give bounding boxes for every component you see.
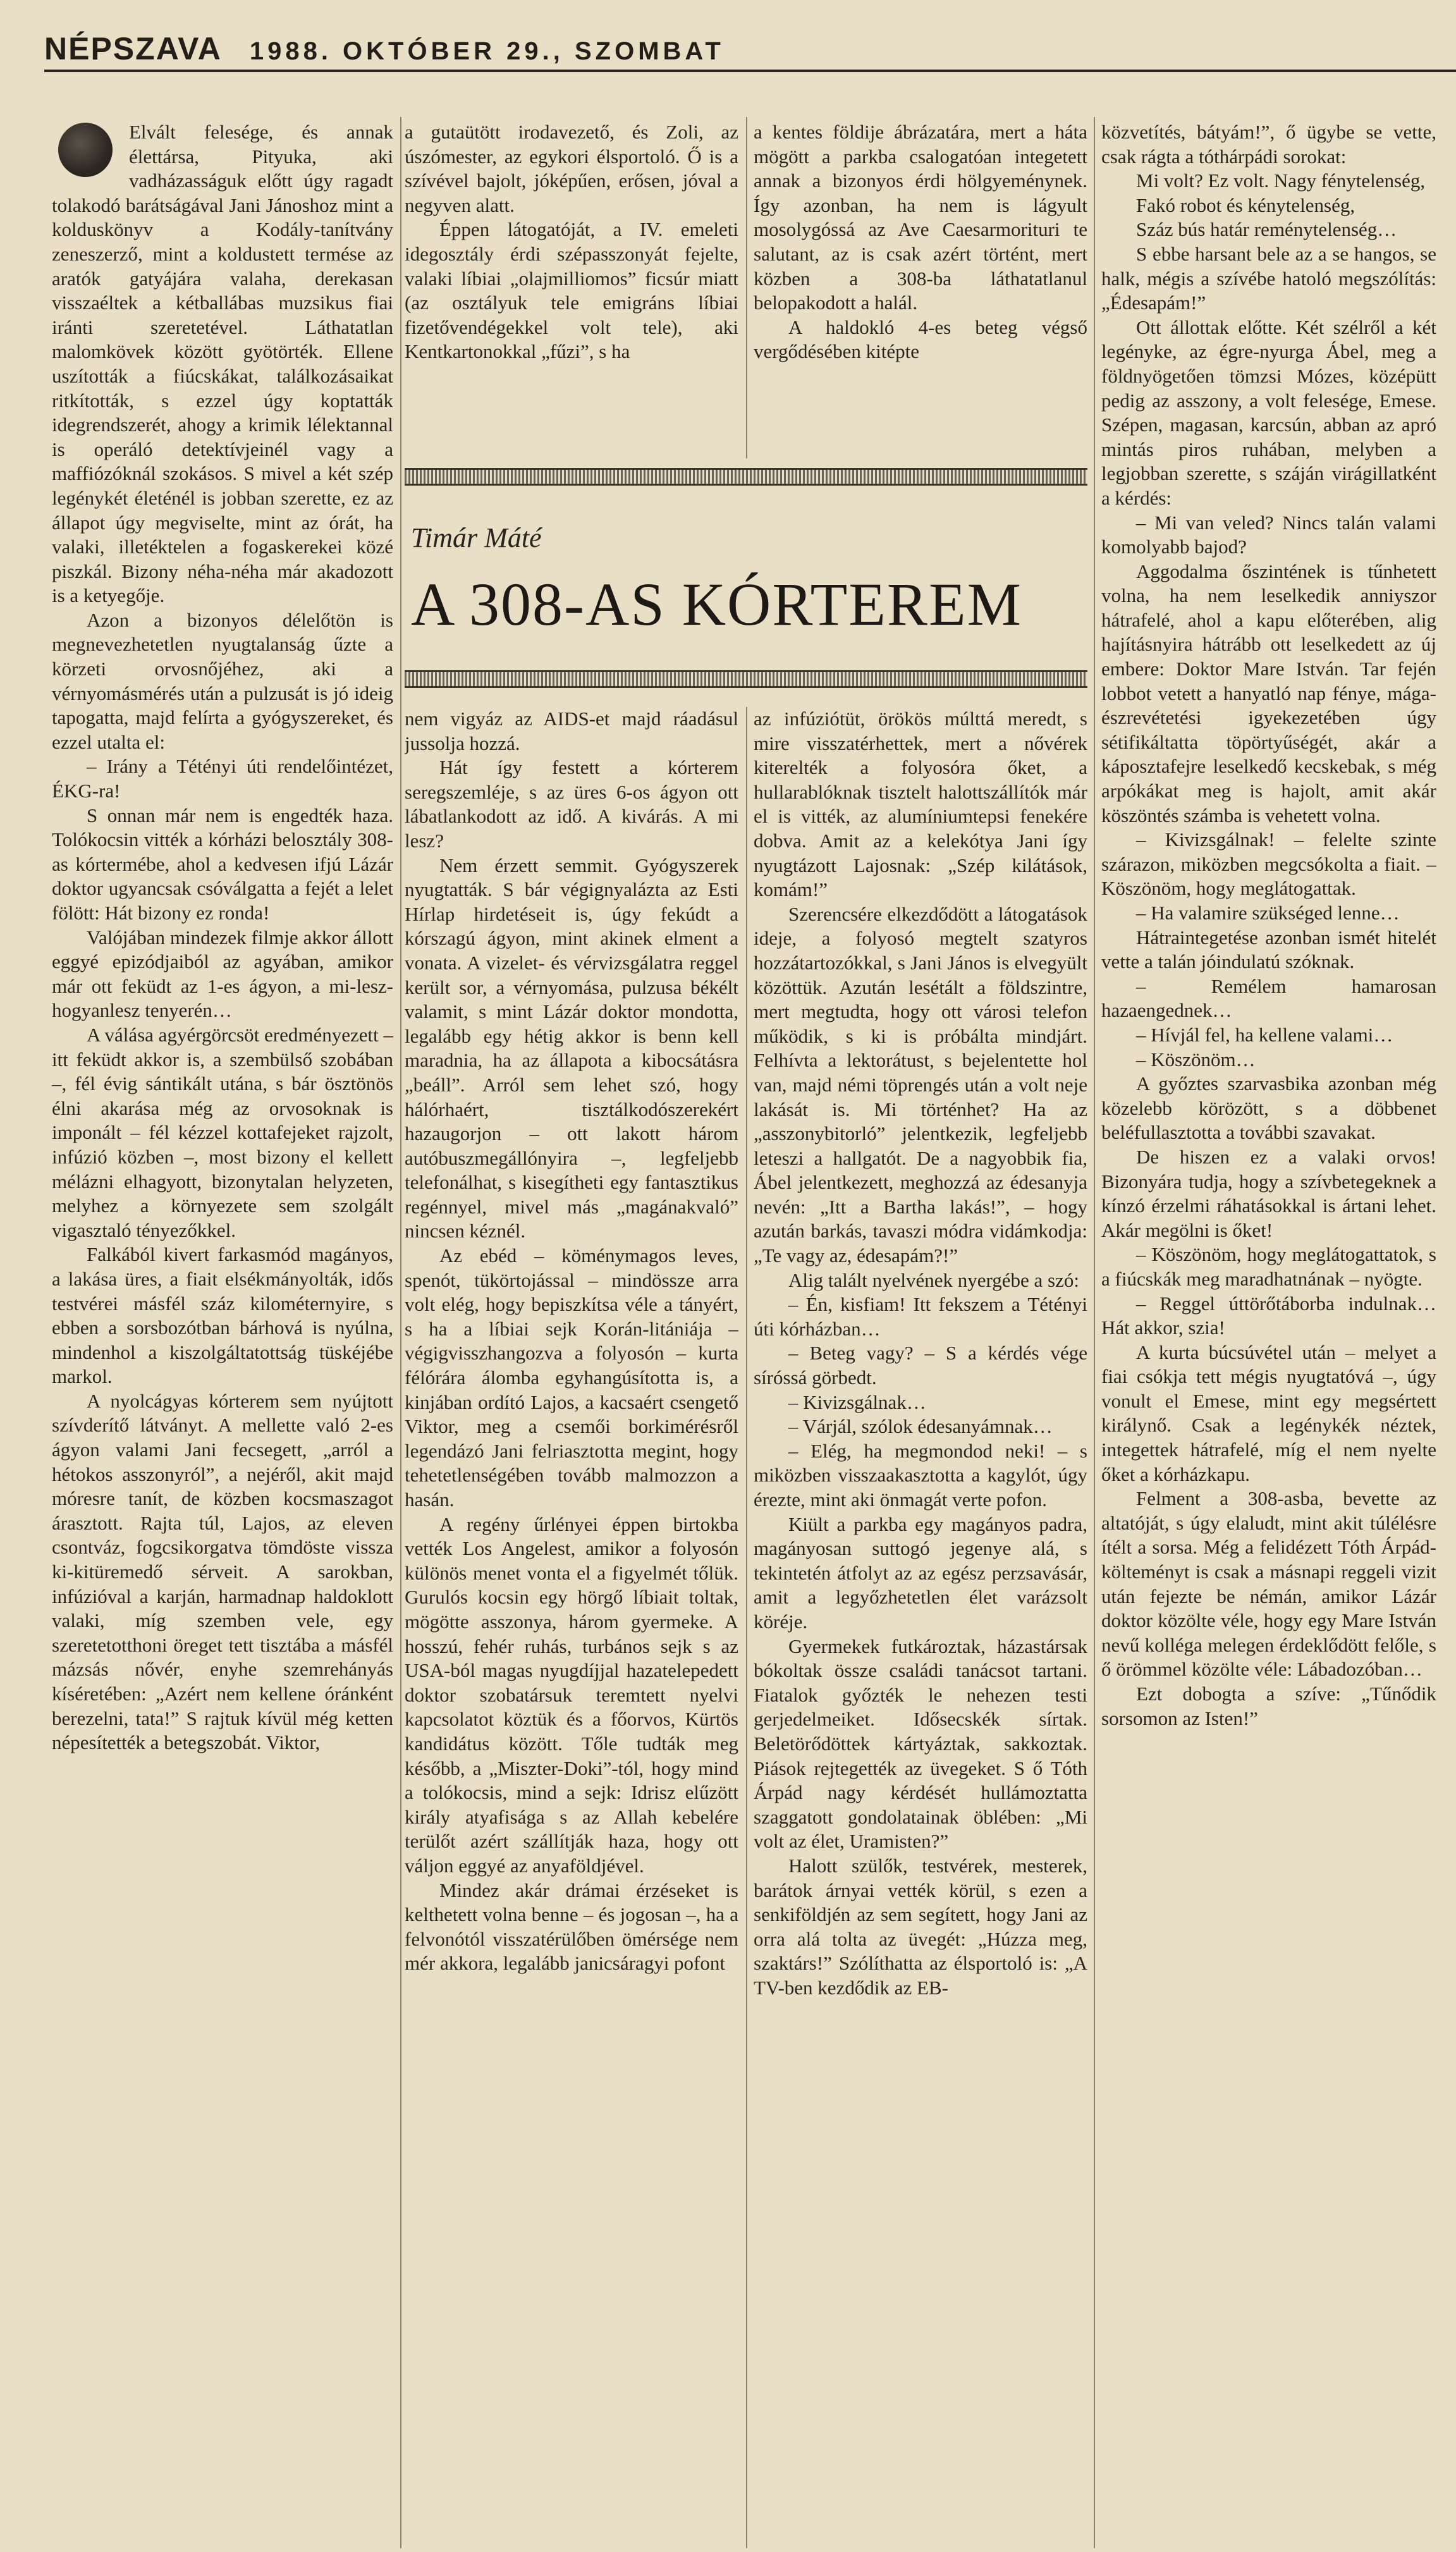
article-column-2-top (405, 120, 738, 458)
paragraph: Elvált felesége, és annak élettársa, Pityuka, aki vadházasságuk előtt úgy ragadt tolakodó barátságával Jani Jánoshoz mint a kolduskönyv a Kodály-tanítvány zeneszerző, mint a koldustett termése az aratók gatyájára valaha, derekasan visszaéltek a kétballábas muzsikus fiai iránti szeretetével. Láthatatlan malomkövek között gyötörték. Ellene uszították a fiúcskákat, találkozásaikat ritkították, s ezzel úgy koptatták idegrendszerét, ahogy a krimik lélektannal is operáló detektívjeinél vagy a maffiózóknál szokásos. S mivel a két szép legénykét életénél is jobban szerette, ez az állapot úgy megviselte, mint az órát, ha valaki, illetéktelen a fogaskerekei közé piszkál. Bizony néha-néha már akadozott is a ketyegője. (52, 121, 393, 607)
paragraph: Szerencsére elkezdődött a látogatások ideje, a folyosó megtelt szatyros hozzátartozókkal, s Jani János is elvegyült közöttük. Azután lesétált a földszintre, mert megtudta, hogy ott városi telefon működik, s ki is próbálta mindjárt. Felhívta a lektorátust, s bejelentette hol van, majd némi töprengés után a volt neje lakását is. Mi történhet? Ha az „asszonybitorló” jelentkezik, legfeljebb leteszi a hallgatót. De a nagyobbik fia, Ábel jelentkezett, meghozzá az édesanyja nevén: „Itt a Bartha lakás!”, – hogy azután barkás, tavaszi módra vidámkodja: „Te vagy az, édesapám?!” (754, 902, 1087, 1267)
paragraph: nem vigyáz az AIDS-et majd ráadásul jussolja hozzá. (405, 708, 738, 754)
article-column-2-bottom (405, 707, 738, 2548)
paragraph: A regény űrlényei éppen birtokba vették Los Angelest, amikor a folyosón különös menet vonta el a figyelmét tőlük. Gurulós kocsin egy hörgő líbiait toltak, mögötte asszonya, három gyermeke. A hosszú, fehér ruhás, turbános sejk s az USA-ból magas nyugdíjjal hazatelepedett doktor szobatársuk teremtett nyelvi kapcsolatot köztük és a főorvos, Kürtös kandidátus között. Tőle tudták meg később, a „Miszter-Doki”-tól, hogy mind a tolókocsis, mind a sejk: Idrisz elűzött király atyafisága s az Allah kebelére terülőt azért szállítják haza, hogy ott váljon eggyé az anyaföldjével. (405, 1512, 738, 1877)
masthead (44, 30, 1456, 68)
paragraph: A nyolcágyas kórterem sem nyújtott szívderítő látványt. A mellette való 2-es ágyon valami Jani fecsegett, „arról a hétokos asszonyról”, a nejéről, akit majd móresre tanít, de közben kocsmaszagot árasztott. Rajta túl, Lajos, az eleven csontváz, fogcsikorgatva tömdöste vissza ki-kitüremedő sérveit. A sarokban, infúzióval a karján, harmadnap haldoklott valaki, míg szemben vele, egy szeretetotthoni öreget tett tisztába a másfél mázsás nővér, enyhe szemrehányás kíséretében: „Azért nem kellene óránként berezelni, tata!” S rajtuk kívül még ketten népesítették a betegszobát. Viktor, (52, 1389, 393, 1754)
paragraph: Hát így festett a kórterem seregszemléje, s az üres 6-os ágyon ott lábatlankodott az idő. A kivárás. A mi lesz? (405, 756, 738, 852)
paragraph: – Köszönöm… (1136, 1048, 1256, 1070)
paragraph: – Kivizsgálnak! – felelte szinte szárazon, miközben megcsókolta a fiait. – Köszönöm, hogy meglátogattak. (1101, 828, 1436, 900)
masthead-rule (44, 70, 1456, 72)
paragraph: Halott szülők, testvérek, mesterek, barátok árnyai vették körül, s ezen a senkiföldjén az sem segített, hogy Jani az orra alá tolta az üvegét: „Húzza meg, szaktárs!” Szólíthatta az élsportoló is: „A TV-ben kezdődik az EB- (754, 1854, 1087, 1999)
poem-line: Mi volt? Ez volt. Nagy fénytelenség, (1136, 169, 1426, 192)
paragraph: – Reggel úttörőtáborba indulnak… Hát akkor, szia! (1101, 1292, 1436, 1339)
issue-date: 1988. OKTÓBER 29., SZOMBAT (249, 37, 725, 65)
paragraph: A haldokló 4-es beteg végső vergődésében kitépte (754, 316, 1087, 363)
paragraph: – Beteg vagy? – S a kérdés vége síróssá görbedt. (754, 1342, 1087, 1389)
paragraph: – Ha valamire szükséged lenne… (1136, 902, 1400, 924)
article-column-3-top (754, 120, 1087, 458)
column-divider (746, 707, 747, 2548)
paragraph: közvetítés, bátyám!”, ő ügybe se vette, csak rágta a tóthárpádi sorokat: (1101, 121, 1436, 168)
paragraph: Nem érzett semmit. Gyógyszerek nyugtatták. S bár végignyalázta az Esti Hírlap hirdetéseit is, úgy fekúdt a kórszagú ágyon, mint akinek elment a vonata. A vizelet- és vérvizsgálatra reggel került sor, a vérnyomása, pulzusa békélt valamit, s mint Lázár doktor mondotta, legalább egy hétig akkor is benn kell maradnia, ha az állapota a kibocsátásra „beáll”. Arról sem lehet szó, hogy hálórhaért, tisztálkodószerekért hazaugorjon – ott lakott három autóbuszmegállónyira –, legfeljebb telefonálhat, s kisegítheti egy fantasztikus regénnyel, mivel más „magánakvaló” nincsen kéznél. (405, 854, 738, 1242)
headline-rule-bottom (405, 670, 1087, 688)
paragraph: – Várjál, szólok édesanyámnak… (788, 1415, 1053, 1438)
paragraph: a kentes földije ábrázatára, mert a háta mögött a parkba csalogatóan integetett annak a bizonyos érdi hölgyeménynek. Így azonban, ha nem is lágyult mosolygóssá az Ave Caesarmorituri te salutant, az is csak azért történt, mert közben a 308-ba láthatatlanul belopakodott a halál. (754, 121, 1087, 314)
paragraph: Kiült a parkba egy magányos padra, magányosan suttogó jegenye alá, s tekintetén átfolyt az az egész perzsavásár, amit a legyőzhetetlen élet varázsolt köréje. (754, 1512, 1087, 1633)
paragraph: Valójában mindezek filmje akkor állott eggyé epizódjaiból az agyában, amikor már ott feküdt az 1-es ágyon, a mi-lesz-hogyanlesz tenyerén… (52, 926, 393, 1022)
column-divider (746, 117, 747, 458)
paragraph: Gyermekek futkároztak, házastársak bókoltak össze családi tanácsot tartani. Fiatalok győzték le nehezen testi gerjedelmeiket. Idősecskék sírtak. Beletörődöttek kártyáztak, sakkoztak. Piások rejtegették az üvegeket. S ő Tóth Árpád nagy kérdését hullámoztatta szaggatott gondolatainak öblében: „Mi volt az élet, Uramisten?” (754, 1635, 1087, 1853)
paragraph: Ott állottak előtte. Két szélről a két legényke, az égre-nyurga Ábel, meg a földnyögetően tömzsi Mózes, középütt pedig az asszony, a volt felesége, Emese. Szépen, magasan, karcsún, abban az apró mintás piros ruhában, melyben a legjobban szerette, s száján virágillatként a kérdés: (1101, 316, 1436, 509)
poem-line: Száz bús határ reménytelenség… (1136, 218, 1397, 241)
paragraph: – Remélem hamarosan hazaengednek… (1101, 974, 1436, 1022)
paragraph: A kurta búcsúvétel után – melyet a fiai csókja tett mégis nyugtatóvá –, úgy vonult el Emese, mint egy megsértett királynő. Csak a legénykék néztek, integettek hátrafelé, míg el nem nyelte őket a kórházkapu. (1101, 1340, 1436, 1485)
article-column-4 (1101, 120, 1436, 2548)
paragraph: Az ebéd – köménymagos leves, spenót, tükörtojással – mindössze arra volt elég, hogy bepiszkítsa véle a tányért, s ha a líbiai sejk Korán-litániája – végigvisszhangozva a folyosón – kurta félórára álomba egyhangúsította is, a kinjában ordító Lajos, a kacsaért csengető Viktor, meg a csemői borkimérésről legendázó Jani felriasztotta megint, hogy tehetetlenségében tovább malmozzon a hasán. (405, 1244, 738, 1511)
article-column-1 (52, 120, 393, 2548)
paragraph: Felment a 308-asba, bevette az altatóját, s úgy elaludt, mint akit túlélésre ítélt a sorsa. Még a felidézett Tóth Árpád-költeményt is csak a másnapi reggeli vizit után fejezte be némán, amikor Lázár doktor közölte véle, hogy egy Mare István nevű kolléga melegen érdeklődött felőle, s ő örömmel közölte véle: Lábadozóban… (1101, 1487, 1436, 1681)
headline-rule-top (405, 468, 1087, 486)
paragraph: Éppen látogatóját, a IV. emeleti idegosztály érdi szépasszonyát fejelte, valaki líbiai „olajmilliomos” ficsúr miatt (az osztályuk tele emigráns líbiai fizetővendégekkel volt tele), aki Kentkartonokkal „fűzi”, s ha (405, 218, 738, 363)
article-title: A 308-AS KÓRTEREM (411, 570, 1022, 638)
paragraph: A győztes szarvasbika azonban még közelebb körözött, s a döbbenet beléfullasztotta a további szavakat. (1101, 1072, 1436, 1144)
paragraph: – Hívjál fel, ha kellene valami… (1136, 1023, 1393, 1046)
article-author: Timár Máté (411, 522, 542, 553)
paragraph: S ebbe harsant bele az a se hangos, se halk, mégis a szívébe hatoló megszólítás: „Édesapám!” (1101, 242, 1436, 314)
newspaper-name: NÉPSZAVA (44, 31, 222, 66)
paragraph: az infúziótüt, örökös múlttá meredt, s mire visszatérhettek, mert a nővérek kiterelték a folyosóra őket, a hullarablóknak tisztelt halottszállítók már el is vitték, az alumíniumtepsi fenekére dobva. Amit az a kelekótya Jani így nyugtázott Lajosnak: „Szép kilátások, komám!” (754, 708, 1087, 901)
bullet-dot-icon (58, 123, 113, 177)
column-divider (400, 117, 401, 2548)
paragraph: Ezt dobogta a szíve: „Tűnődik sorsomon az Isten!” (1101, 1683, 1436, 1729)
paragraph: Alig talált nyelvének nyergébe a szó: (788, 1268, 1079, 1291)
paragraph: Azon a bizonyos délelőtön is megnevezhetetlen nyugtalanság űzte a körzeti orvosnőjéhez, aki a vérnyomásmérés után a pulzusát is jó ideig tapogatta, majd felírta a gyógyszereket, és ezzel utalta el: (52, 608, 393, 753)
paragraph: – Mi van veled? Nincs talán valami komolyabb bajod? (1101, 511, 1436, 558)
paragraph: Hátraintegetése azonban ismét hitelét vette a talán jóindulatú szóknak. (1101, 926, 1436, 973)
paragraph: S onnan már nem is engedték haza. Tolókocsin vitték a kórházi belosztály 308-as kórtermébe, ahol a kedvesen ifjú Lázár doktor ugyancsak csóválgatta a fejét a lelet fölött: Hát bizony ez ronda! (52, 804, 393, 924)
paragraph: – Én, kisfiam! Itt fekszem a Tétényi úti kórházban… (754, 1293, 1087, 1340)
paragraph: A válása agyérgörcsöt eredményezett – itt feküdt akkor is, a szembülső szobában –, fél évig sántikált utána, s bár ösztönös élni akarása még az orvosoknak is imponált – fél kézzel kottafejeket rajzolt, infúzió közben –, most bizony el kellett mélázni elhagyott, bizonytalan helyzeten, melyhez a környezete sem szolgált vigasztaló tényezőkkel. (52, 1023, 393, 1241)
paragraph: – Irány a Tétényi úti rendelőintézet, ÉKG-ra! (52, 755, 393, 802)
paragraph: a gutaütött irodavezető, és Zoli, az úszómester, az egykori élsportoló. Ő is a szívével bajolt, jóképűen, erősen, jóval a negyven alatt. (405, 121, 738, 216)
paragraph: De hiszen ez a valaki orvos! Bizonyára tudja, hogy a szívbetegeknek a kínzó érzelmi ráhatásokkal is ártani lehet. Akár megölni is őket! (1101, 1145, 1436, 1241)
article-column-3-bottom (754, 707, 1087, 2548)
poem-line: Fakó robot és kénytelenség, (1136, 193, 1355, 216)
paragraph: – Elég, ha megmondod neki! – s miközben visszaakasztotta a kagylót, úgy érezte, mint aki önmagát verte pofon. (754, 1439, 1087, 1511)
column-divider (1094, 117, 1095, 2548)
paragraph: Mindez akár drámai érzéseket is kelthetett volna benne – és jogosan –, ha a felvonótól visszatérülőben ömérsége nem mér akkora, legalább janicsáragyi pofont (405, 1879, 738, 1975)
paragraph: – Köszönöm, hogy meglátogattatok, s a fiúcskák meg maradhatnának – nyögte. (1101, 1243, 1436, 1290)
paragraph: Falkából kivert farkasmód magányos, a lakása üres, a fiait elsékmányolták, idős testvérei másfél száz kilométernyire, s ebben a sorsbozótban bárhová is nyúlna, mindenhol a kiszolgáltatottság tüskéjébe markol. (52, 1243, 393, 1388)
paragraph: Aggodalma őszintének is tűnhetett volna, ha nem leselkedik anniyszor hátrafelé, ahol a kapu előterében, alig hajításnyira hátrább ott leselkedett az új embere: Doktor Mare István. Tar fején lobbot vetett a hanyatló nap fénye, mága-észrevétetési igyekezetében úgy sétifikáltatta töpörtyűségét, akár a káposztafejre leselkedő kecskebak, s még arpókákat meg is hajolt, amit akár köszöntés számba is vehetett volna. (1101, 560, 1436, 826)
paragraph: – Kivizsgálnak… (788, 1390, 926, 1413)
